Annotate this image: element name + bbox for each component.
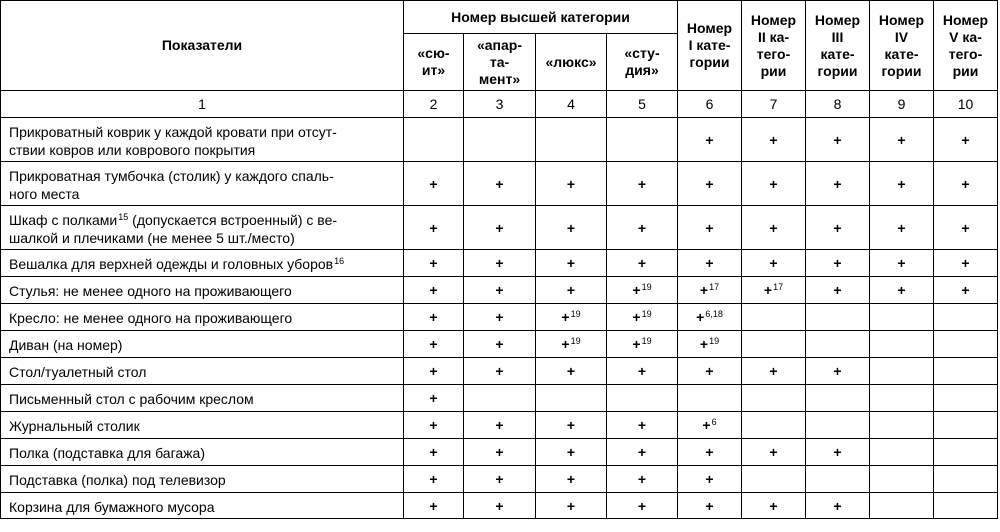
availability-cell: + (934, 277, 998, 304)
availability-cell: +$^{19}$ (607, 304, 678, 331)
availability-cell: + (870, 250, 934, 277)
table-row (1, 118, 998, 162)
footnote-ref: 19 (641, 336, 652, 346)
availability-cell: + (806, 206, 870, 250)
availability-cell: + (404, 493, 464, 519)
availability-cell: + (536, 277, 607, 304)
availability-cell: + (404, 358, 464, 385)
table-row (1, 250, 998, 277)
availability-cell: + (404, 439, 464, 466)
availability-cell (806, 331, 870, 358)
header-category-4: Номер IV кате- гории (870, 1, 934, 91)
column-number: 8 (806, 91, 870, 118)
column-number: 10 (934, 91, 998, 118)
availability-cell: + (607, 162, 678, 206)
footnote-ref: 19 (570, 309, 581, 319)
availability-cell: + (742, 118, 806, 162)
footnote-ref: 19 (641, 309, 652, 319)
column-number: 2 (404, 91, 464, 118)
column-number: 5 (607, 91, 678, 118)
footnote-ref: 19 (570, 336, 581, 346)
availability-cell (934, 493, 998, 519)
column-number: 1 (1, 91, 404, 118)
row-label: Подставка (полка) под телевизор (1, 466, 404, 493)
availability-cell: + (607, 250, 678, 277)
availability-cell: + (678, 493, 742, 519)
availability-cell: +$^{19}$ (607, 277, 678, 304)
availability-cell (742, 466, 806, 493)
header-category-1: Номер I кате- гории (678, 1, 742, 91)
availability-cell: + (806, 493, 870, 519)
availability-cell: + (678, 162, 742, 206)
availability-cell (806, 412, 870, 439)
availability-cell: + (806, 439, 870, 466)
row-label: Вешалка для верхней одежды и головных уборов$^{16}$ (1, 250, 404, 277)
availability-cell (678, 385, 742, 412)
availability-cell (607, 118, 678, 162)
footnote-ref: 19 (641, 282, 652, 292)
availability-cell: + (536, 358, 607, 385)
availability-cell (536, 385, 607, 412)
availability-cell (607, 385, 678, 412)
row-label: Журнальный столик (1, 412, 404, 439)
availability-cell: + (870, 206, 934, 250)
availability-cell: + (464, 277, 536, 304)
availability-cell: + (404, 304, 464, 331)
availability-cell: + (806, 358, 870, 385)
availability-cell: + (464, 493, 536, 519)
availability-cell (806, 385, 870, 412)
table-row (1, 385, 998, 412)
table-row (1, 439, 998, 466)
availability-cell (870, 358, 934, 385)
row-label: Прикроватная тумбочка (столик) у каждого спаль- ного места (1, 162, 404, 206)
availability-cell (870, 385, 934, 412)
row-label: Прикроватный коврик у каждой кровати при отсут- ствии ковров или коврового покрытия (1, 118, 404, 162)
availability-cell: + (678, 250, 742, 277)
availability-cell (934, 331, 998, 358)
header-category-5: Номер V ка- тего- рии (934, 1, 998, 91)
table-row (1, 493, 998, 519)
availability-cell (742, 331, 806, 358)
availability-cell: + (806, 118, 870, 162)
availability-cell: + (607, 206, 678, 250)
availability-cell: + (404, 277, 464, 304)
footnote-ref: 15 (118, 211, 129, 222)
header-suite: «сю- ит» (404, 34, 464, 91)
availability-cell: + (806, 277, 870, 304)
availability-cell: + (404, 331, 464, 358)
availability-cell: + (678, 358, 742, 385)
table-row (1, 466, 998, 493)
availability-cell (934, 358, 998, 385)
table-row (1, 206, 998, 250)
availability-cell: + (464, 439, 536, 466)
availability-cell: + (934, 118, 998, 162)
availability-cell: + (464, 304, 536, 331)
row-label: Полка (подставка для багажа) (1, 439, 404, 466)
availability-cell (742, 412, 806, 439)
availability-cell: + (464, 162, 536, 206)
availability-cell: +$^6$ (678, 412, 742, 439)
availability-cell: + (404, 412, 464, 439)
table-row (1, 331, 998, 358)
availability-cell: + (607, 466, 678, 493)
availability-cell (934, 466, 998, 493)
availability-cell: + (536, 466, 607, 493)
table-row (1, 277, 998, 304)
availability-cell: + (806, 250, 870, 277)
availability-cell: + (806, 162, 870, 206)
availability-cell (464, 118, 536, 162)
availability-cell: + (464, 250, 536, 277)
availability-cell: + (678, 439, 742, 466)
availability-cell: + (742, 206, 806, 250)
availability-cell: + (742, 358, 806, 385)
availability-cell (870, 466, 934, 493)
column-number: 4 (536, 91, 607, 118)
availability-cell: + (607, 439, 678, 466)
header-studio: «сту- дия» (607, 34, 678, 91)
availability-cell: +$^{19}$ (678, 331, 742, 358)
column-number: 3 (464, 91, 536, 118)
availability-cell (870, 439, 934, 466)
availability-cell: + (464, 412, 536, 439)
availability-cell: + (464, 358, 536, 385)
availability-cell: + (870, 277, 934, 304)
availability-cell: + (404, 250, 464, 277)
availability-cell: + (742, 250, 806, 277)
footnote-ref: 19 (709, 336, 720, 346)
header-indicators: Показатели (1, 1, 404, 91)
table-row (1, 304, 998, 331)
availability-cell: + (742, 162, 806, 206)
availability-cell (934, 304, 998, 331)
availability-cell: + (934, 250, 998, 277)
availability-cell (742, 385, 806, 412)
availability-cell (934, 439, 998, 466)
availability-cell: + (742, 439, 806, 466)
row-label: Стулья: не менее одного на проживающего (1, 277, 404, 304)
availability-cell (806, 466, 870, 493)
availability-cell: + (607, 493, 678, 519)
availability-cell (536, 118, 607, 162)
availability-cell (870, 304, 934, 331)
footnote-ref: 6 (711, 417, 717, 427)
availability-cell: + (536, 412, 607, 439)
row-label: Шкаф с полками$^{15}$ (допускается встроенный) с ве- шалкой и плечиками (не менее 5 шт./место) (1, 206, 404, 250)
availability-cell: + (870, 162, 934, 206)
availability-cell: +$^{19}$ (607, 331, 678, 358)
availability-cell: + (404, 385, 464, 412)
availability-cell (464, 385, 536, 412)
availability-cell (934, 412, 998, 439)
column-number-row (1, 91, 998, 118)
availability-cell: +$^{19}$ (536, 331, 607, 358)
availability-cell: + (678, 206, 742, 250)
footnote-ref: 6,18 (705, 309, 723, 319)
availability-cell: + (404, 206, 464, 250)
row-label: Стол/туалетный стол (1, 358, 404, 385)
availability-cell (870, 493, 934, 519)
availability-cell: + (404, 466, 464, 493)
availability-cell: + (742, 493, 806, 519)
availability-cell (806, 304, 870, 331)
availability-cell: + (934, 162, 998, 206)
availability-cell: + (536, 250, 607, 277)
footnote-ref: 17 (709, 282, 720, 292)
header-apartment: «апар- та- мент» (464, 34, 536, 91)
availability-cell: + (536, 439, 607, 466)
availability-cell (870, 412, 934, 439)
header-highest-category: Номер высшей категории (404, 1, 678, 34)
header-lux: «люкс» (536, 34, 607, 91)
availability-cell: +$^{17}$ (678, 277, 742, 304)
availability-cell: + (464, 466, 536, 493)
availability-cell: + (870, 118, 934, 162)
row-label: Кресло: не менее одного на проживающего (1, 304, 404, 331)
table-row (1, 358, 998, 385)
availability-cell: + (678, 466, 742, 493)
availability-cell: + (536, 162, 607, 206)
availability-cell: + (607, 412, 678, 439)
column-number: 9 (870, 91, 934, 118)
availability-cell: +$^{17}$ (742, 277, 806, 304)
availability-cell: + (464, 331, 536, 358)
header-category-3: Номер III кате- гории (806, 1, 870, 91)
availability-cell: + (464, 206, 536, 250)
availability-cell: + (536, 206, 607, 250)
availability-cell: + (607, 358, 678, 385)
availability-cell: +$^{6,18}$ (678, 304, 742, 331)
availability-cell: + (404, 162, 464, 206)
header-category-2: Номер II ка- тего- рии (742, 1, 806, 91)
availability-cell: +$^{19}$ (536, 304, 607, 331)
footnote-ref: 16 (334, 256, 345, 266)
column-number: 6 (678, 91, 742, 118)
availability-cell: + (934, 206, 998, 250)
row-label: Диван (на номер) (1, 331, 404, 358)
availability-cell (742, 304, 806, 331)
table-row (1, 162, 998, 206)
availability-cell (404, 118, 464, 162)
availability-cell (870, 331, 934, 358)
row-label: Письменный стол с рабочим креслом (1, 385, 404, 412)
footnote-ref: 17 (773, 282, 784, 292)
availability-cell: + (536, 493, 607, 519)
availability-cell: + (678, 118, 742, 162)
table-row (1, 412, 998, 439)
availability-cell (934, 385, 998, 412)
column-number: 7 (742, 91, 806, 118)
row-label: Корзина для бумажного мусора (1, 493, 404, 519)
